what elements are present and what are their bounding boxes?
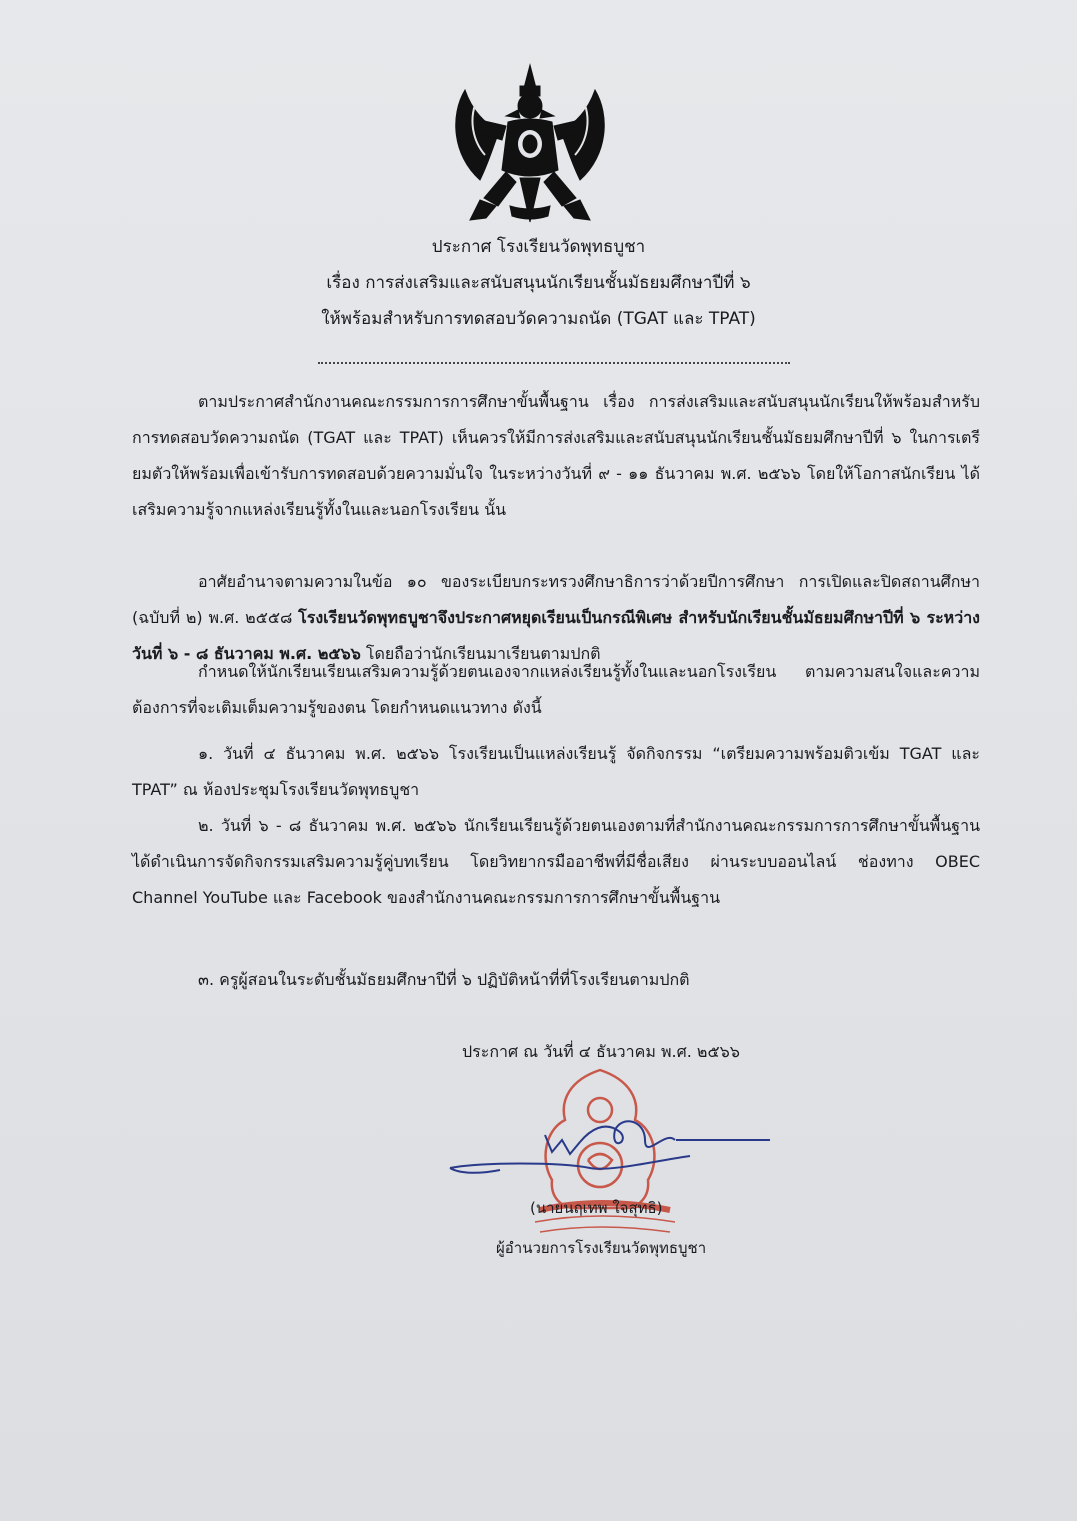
- paragraph-3: [132, 654, 980, 726]
- item-1: [132, 736, 980, 808]
- item-3: [132, 962, 980, 998]
- paragraph-1: [132, 384, 980, 528]
- signer-position: ผู้อำนวยการโรงเรียนวัดพุทธบูชา: [496, 1239, 707, 1257]
- announcement-title: ประกาศ โรงเรียนวัดพุทธบูชา: [431, 237, 646, 257]
- paragraph-2-bold: โรงเรียนวัดพุทธบูชาจึงประกาศหยุดเรียนเป็นกรณีพิเศษ สำหรับนักเรียนชั้นมัธยมศึกษาปีที่ ๖ ระหว่างวันที่ ๖ - ๘ ธันวาคม พ.ศ. ๒๕๖๖: [132, 608, 980, 663]
- dotted-divider: [318, 362, 790, 364]
- announcement-date: ประกาศ ณ วันที่ ๔ ธันวาคม พ.ศ. ๒๕๖๖: [462, 1042, 740, 1061]
- signature-icon: [450, 1121, 770, 1173]
- announcement-subject-cont: ให้พร้อมสำหรับการทดสอบวัดความถนัด (TGAT และ TPAT): [321, 309, 756, 329]
- seal-and-signature: [440, 1060, 780, 1250]
- item-2: [132, 808, 980, 916]
- paragraph-2-text-a: อาศัยอำนาจตามความในข้อ ๑๐ ของระเบียบกระทรวงศึกษาธิการว่าด้วยปีการศึกษา การเปิดและปิดสถานศึกษา (ฉบับที่ ๒) พ.ศ. ๒๕๕๘: [132, 572, 980, 627]
- item-3-text: ๓. ครูผู้สอนในระดับชั้นมัธยมศึกษาปีที่ ๖ ปฏิบัติหน้าที่ที่โรงเรียนตามปกติ: [198, 970, 690, 989]
- paragraph-3-text: กำหนดให้นักเรียนเรียนเสริมความรู้ด้วยตนเองจากแหล่งเรียนรู้ทั้งในและนอกโรงเรียน ตามความสนใจและความต้องการที่จะเติมเต็มความรู้ของตน โดยกำหนดแนวทาง ดังนี้: [132, 662, 980, 717]
- item-1-text: ๑. วันที่ ๔ ธันวาคม พ.ศ. ๒๕๖๖ โรงเรียนเป็นแหล่งเรียนรู้ จัดกิจกรรม “เตรียมความพร้อมติวเข้ม TGAT และ TPAT” ณ ห้องประชุมโรงเรียนวัดพุทธบูชา: [132, 744, 980, 799]
- signer-name: (นายนฤเทพ ใจสุทธิ): [530, 1199, 663, 1217]
- garuda-emblem-icon: [440, 60, 620, 230]
- paragraph-2-text-c: โดยถือว่านักเรียนมาเรียนตามปกติ: [360, 644, 601, 663]
- announcement-subject: เรื่อง การส่งเสริมและสนับสนุนนักเรียนชั้นมัธยมศึกษาปีที่ ๖: [326, 273, 751, 293]
- paragraph-1-text: ตามประกาศสำนักงานคณะกรรมการการศึกษาขั้นพื้นฐาน เรื่อง การส่งเสริมและสนับสนุนนักเรียนให้พร้อมสำหรับการทดสอบวัดความถนัด (TGAT และ TPAT) เห็นควรให้มีการส่งเสริมและสนับสนุนนักเรียนชั้นมัธยมศึกษาปีที่ ๖ ในการเตรียมตัวให้พร้อมเพื่อเข้ารับการทดสอบด้วยความมั่นใจ ในระหว่างวันที่ ๙ - ๑๑ ธันวาคม พ.ศ. ๒๕๖๖ โดยให้โอกาสนักเรียน ได้เสริมความรู้จากแหล่งเรียนรู้ทั้งในและนอกโรงเรียน นั้น: [132, 392, 980, 519]
- item-2-text: ๒. วันที่ ๖ - ๘ ธันวาคม พ.ศ. ๒๕๖๖ นักเรียนเรียนรู้ด้วยตนเองตามที่สำนักงานคณะกรรมการการศึกษาขั้นพื้นฐาน ได้ดำเนินการจัดกิจกรรมเสริมความรู้คู่บทเรียน โดยวิทยากรมืออาชีพที่มีชื่อเสียง ผ่านระบบออนไลน์ ช่องทาง OBEC Channel YouTube และ Facebook ของสำนักงานคณะกรรมการการศึกษาขั้นพื้นฐาน: [132, 816, 980, 907]
